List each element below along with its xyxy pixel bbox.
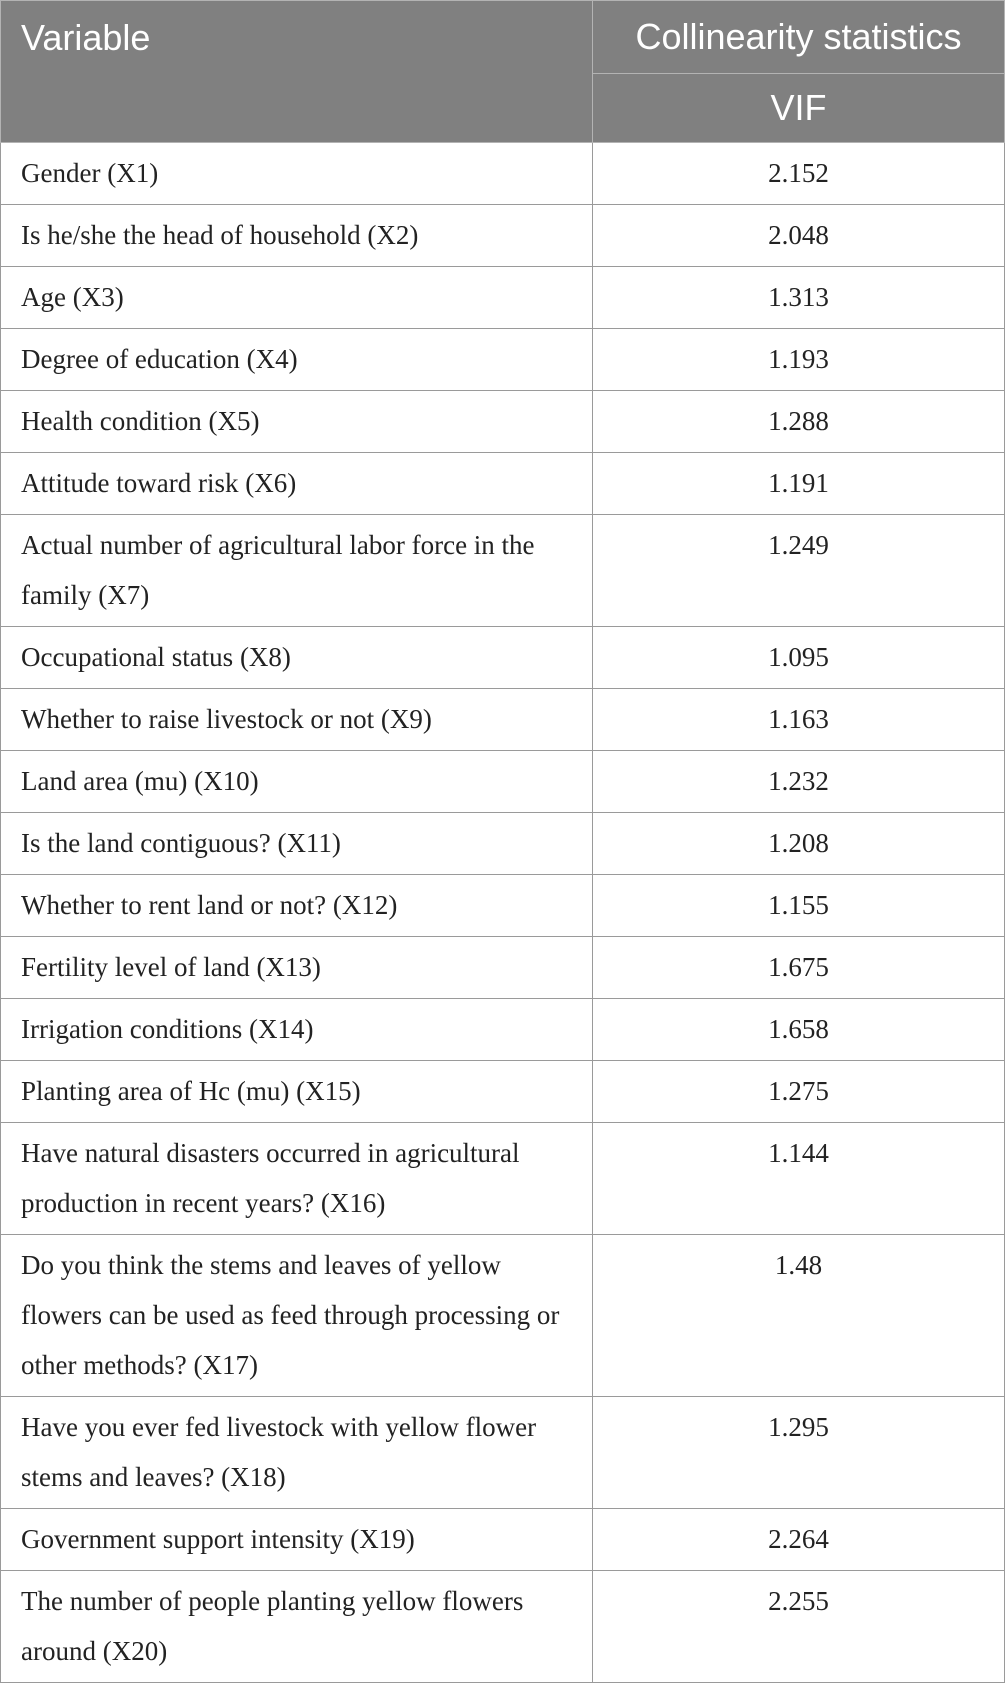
variable-cell: Whether to rent land or not? (X12) bbox=[1, 875, 593, 937]
variable-column-header: Variable bbox=[1, 1, 593, 143]
variable-cell: Attitude toward risk (X6) bbox=[1, 453, 593, 515]
vif-value-cell: 1.155 bbox=[593, 875, 1005, 937]
table-row bbox=[1, 999, 1005, 1061]
variable-cell: Government support intensity (X19) bbox=[1, 1509, 593, 1571]
table-row bbox=[1, 1061, 1005, 1123]
variable-cell: Have natural disasters occurred in agricultural production in recent years? (X16) bbox=[1, 1123, 593, 1235]
table-header bbox=[1, 1, 1005, 143]
collinearity-statistics-header: Collinearity statistics bbox=[593, 1, 1005, 74]
table-row bbox=[1, 1571, 1005, 1683]
variable-cell: Whether to raise livestock or not (X9) bbox=[1, 689, 593, 751]
variable-cell: Health condition (X5) bbox=[1, 391, 593, 453]
variable-cell: Do you think the stems and leaves of yellow flowers can be used as feed through processing or other methods? (X17) bbox=[1, 1235, 593, 1397]
table-row bbox=[1, 205, 1005, 267]
table-row bbox=[1, 391, 1005, 453]
vif-value-cell: 1.288 bbox=[593, 391, 1005, 453]
table-row bbox=[1, 267, 1005, 329]
table-row bbox=[1, 937, 1005, 999]
vif-value-cell: 2.264 bbox=[593, 1509, 1005, 1571]
vif-value-cell: 1.48 bbox=[593, 1235, 1005, 1397]
vif-value-cell: 1.095 bbox=[593, 627, 1005, 689]
variable-cell: Is the land contiguous? (X11) bbox=[1, 813, 593, 875]
vif-value-cell: 1.144 bbox=[593, 1123, 1005, 1235]
variable-cell: Degree of education (X4) bbox=[1, 329, 593, 391]
vif-value-cell: 1.675 bbox=[593, 937, 1005, 999]
vif-value-cell: 1.163 bbox=[593, 689, 1005, 751]
vif-value-cell: 1.232 bbox=[593, 751, 1005, 813]
vif-value-cell: 1.191 bbox=[593, 453, 1005, 515]
vif-value-cell: 2.255 bbox=[593, 1571, 1005, 1683]
variable-cell: Irrigation conditions (X14) bbox=[1, 999, 593, 1061]
variable-cell: Is he/she the head of household (X2) bbox=[1, 205, 593, 267]
variable-cell: Occupational status (X8) bbox=[1, 627, 593, 689]
vif-value-cell: 1.275 bbox=[593, 1061, 1005, 1123]
vif-value-cell: 2.152 bbox=[593, 143, 1005, 205]
table-row bbox=[1, 1397, 1005, 1509]
table-row bbox=[1, 453, 1005, 515]
variable-cell: The number of people planting yellow flowers around (X20) bbox=[1, 1571, 593, 1683]
vif-value-cell: 1.193 bbox=[593, 329, 1005, 391]
table-row bbox=[1, 627, 1005, 689]
variable-cell: Land area (mu) (X10) bbox=[1, 751, 593, 813]
table-row bbox=[1, 1123, 1005, 1235]
table-row bbox=[1, 1509, 1005, 1571]
table-row bbox=[1, 1235, 1005, 1397]
table-row bbox=[1, 515, 1005, 627]
variable-cell: Actual number of agricultural labor force in the family (X7) bbox=[1, 515, 593, 627]
table-row bbox=[1, 875, 1005, 937]
vif-value-cell: 1.313 bbox=[593, 267, 1005, 329]
vif-column-header: VIF bbox=[593, 74, 1005, 143]
variable-cell: Gender (X1) bbox=[1, 143, 593, 205]
variable-cell: Age (X3) bbox=[1, 267, 593, 329]
table-row bbox=[1, 813, 1005, 875]
vif-value-cell: 1.208 bbox=[593, 813, 1005, 875]
table-row bbox=[1, 689, 1005, 751]
variable-cell: Have you ever fed livestock with yellow flower stems and leaves? (X18) bbox=[1, 1397, 593, 1509]
vif-value-cell: 1.295 bbox=[593, 1397, 1005, 1509]
vif-value-cell: 2.048 bbox=[593, 205, 1005, 267]
table-row bbox=[1, 751, 1005, 813]
variable-cell: Planting area of Hc (mu) (X15) bbox=[1, 1061, 593, 1123]
variable-cell: Fertility level of land (X13) bbox=[1, 937, 593, 999]
table-row bbox=[1, 329, 1005, 391]
table-row bbox=[1, 143, 1005, 205]
vif-value-cell: 1.249 bbox=[593, 515, 1005, 627]
vif-value-cell: 1.658 bbox=[593, 999, 1005, 1061]
table-body bbox=[1, 143, 1005, 1683]
